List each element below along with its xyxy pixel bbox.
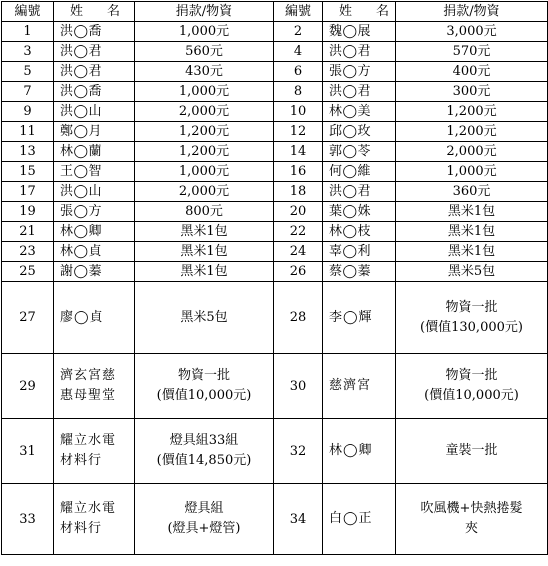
- donor-name-line: 白◯正: [329, 511, 373, 526]
- table-row: [2, 419, 548, 484]
- donor-name: [54, 282, 135, 354]
- donation-item-line: (燈具+燈管): [167, 521, 241, 536]
- donor-name-line: 林◯卿: [329, 443, 373, 458]
- donor-id: 16: [274, 162, 323, 182]
- donor-name-line: 材料行: [60, 453, 103, 468]
- donation-item: 黑米1包: [396, 222, 548, 242]
- donor-name: 洪◯喬: [54, 22, 135, 42]
- donor-id: 1: [2, 22, 54, 42]
- donation-item: 1,000元: [396, 162, 548, 182]
- donor-id: 19: [2, 202, 54, 222]
- donor-name: 魏◯展: [323, 22, 396, 42]
- donor-id: 10: [274, 102, 323, 122]
- donor-id: 28: [274, 282, 323, 354]
- table-row: [2, 62, 548, 82]
- table-row: [2, 142, 548, 162]
- donor-id: 6: [274, 62, 323, 82]
- table-row: [2, 122, 548, 142]
- donation-item-line: 物資一批: [177, 368, 230, 383]
- name-header-first: 姓: [339, 4, 353, 19]
- table-row: [2, 484, 548, 555]
- donor-id: 17: [2, 182, 54, 202]
- donation-item: [135, 282, 274, 354]
- donation-list: [1, 1, 548, 555]
- donation-item: 黑米1包: [135, 242, 274, 262]
- donation-item-line: (價值14,850元): [156, 453, 252, 468]
- donation-item: [396, 282, 548, 354]
- column-header-id-right: 編號: [274, 2, 323, 22]
- table-row: [2, 162, 548, 182]
- donor-id: 3: [2, 42, 54, 62]
- donation-item-line: 夾: [464, 521, 478, 536]
- donor-name: 洪◯喬: [54, 82, 135, 102]
- name-header-last: 名: [107, 4, 121, 19]
- donation-item: 1,200元: [396, 102, 548, 122]
- donor-name-line: 慈濟宮: [329, 378, 372, 393]
- table-row: [2, 242, 548, 262]
- donor-id: 2: [274, 22, 323, 42]
- donation-item: [135, 419, 274, 484]
- donor-name-line: 廖◯貞: [60, 309, 104, 325]
- donation-table: [1, 1, 548, 555]
- donation-item: 2,000元: [135, 102, 274, 122]
- donor-name: 辜◯利: [323, 242, 396, 262]
- donor-id: 14: [274, 142, 323, 162]
- donor-id: 29: [2, 354, 54, 419]
- donor-name: 洪◯君: [54, 62, 135, 82]
- donation-item-line: 物資一批: [445, 368, 498, 383]
- donor-name: 林◯蘭: [54, 142, 135, 162]
- donation-item-line: 黑米5包: [180, 309, 228, 325]
- donor-name-line: 濟玄宮慈: [60, 368, 117, 383]
- donation-item: [396, 354, 548, 419]
- donor-id: 34: [274, 484, 323, 555]
- donor-id: 15: [2, 162, 54, 182]
- table-row: [2, 42, 548, 62]
- table-row: [2, 282, 548, 354]
- donation-item: 360元: [396, 182, 548, 202]
- donation-item-line: (價值130,000元): [420, 319, 523, 335]
- donor-id: 21: [2, 222, 54, 242]
- donation-item: 1,000元: [135, 162, 274, 182]
- donor-name-line: 耀立水電: [60, 433, 117, 448]
- donor-id: 8: [274, 82, 323, 102]
- donation-item: [396, 419, 548, 484]
- column-header-donation-right: 捐款/物資: [396, 2, 548, 22]
- table-row: [2, 182, 548, 202]
- donation-item-line: 物資一批: [445, 299, 498, 315]
- table-row: [2, 222, 548, 242]
- donation-item: 1,200元: [396, 122, 548, 142]
- donation-item: 黑米1包: [396, 242, 548, 262]
- donor-id: 12: [274, 122, 323, 142]
- donation-item: 800元: [135, 202, 274, 222]
- table-row: [2, 82, 548, 102]
- donor-id: 9: [2, 102, 54, 122]
- donor-name: [54, 354, 135, 419]
- donor-id: 11: [2, 122, 54, 142]
- donor-id: 32: [274, 419, 323, 484]
- column-header-name-right: [323, 2, 396, 22]
- column-header-donation-left: 捐款/物資: [135, 2, 274, 22]
- table-row: [2, 102, 548, 122]
- donation-item: 1,200元: [135, 122, 274, 142]
- donation-item: 300元: [396, 82, 548, 102]
- donor-id: 20: [274, 202, 323, 222]
- donation-item: 2,000元: [396, 142, 548, 162]
- name-header-first: 姓: [70, 4, 84, 19]
- donor-id: 30: [274, 354, 323, 419]
- donation-item: [135, 484, 274, 555]
- donor-name: 邱◯玫: [323, 122, 396, 142]
- donor-name: [323, 282, 396, 354]
- donation-item: 1,000元: [135, 22, 274, 42]
- donation-item: 黑米5包: [396, 262, 548, 282]
- donation-item: 1,000元: [135, 82, 274, 102]
- donation-item: 400元: [396, 62, 548, 82]
- donor-name: [54, 484, 135, 555]
- donor-id: 4: [274, 42, 323, 62]
- donor-name-line: 李◯輝: [329, 309, 373, 325]
- donor-id: 31: [2, 419, 54, 484]
- donor-name-line: 耀立水電: [60, 501, 117, 516]
- donation-item-line: 燈具組33組: [169, 433, 239, 448]
- column-header-id-left: 編號: [2, 2, 54, 22]
- donor-id: 33: [2, 484, 54, 555]
- donor-name: 張◯方: [54, 202, 135, 222]
- donor-name: [323, 354, 396, 419]
- donor-name: [54, 419, 135, 484]
- donor-id: 23: [2, 242, 54, 262]
- donor-name: 葉◯姝: [323, 202, 396, 222]
- donor-name-line: 材料行: [60, 521, 103, 536]
- donation-item: 3,000元: [396, 22, 548, 42]
- donor-id: 5: [2, 62, 54, 82]
- donor-name: 林◯枝: [323, 222, 396, 242]
- donor-name: 蔡◯蓁: [323, 262, 396, 282]
- donation-item-line: 童裝一批: [445, 443, 498, 458]
- table-header-row: [2, 2, 548, 22]
- donation-item-line: 燈具組: [184, 501, 224, 516]
- table-row: [2, 354, 548, 419]
- donor-name: 洪◯山: [54, 102, 135, 122]
- donation-item-line: 吹風機+快熱捲髮: [420, 501, 523, 516]
- donor-id: 13: [2, 142, 54, 162]
- donor-name: 林◯貞: [54, 242, 135, 262]
- table-body: [2, 22, 548, 555]
- donation-item: 570元: [396, 42, 548, 62]
- table-row: [2, 202, 548, 222]
- donor-name: 張◯方: [323, 62, 396, 82]
- donor-name: 洪◯君: [323, 42, 396, 62]
- donor-name: 洪◯君: [323, 82, 396, 102]
- donor-name: 何◯維: [323, 162, 396, 182]
- donation-item: 黑米1包: [135, 222, 274, 242]
- donor-name-line: 惠母聖堂: [60, 388, 117, 403]
- donor-id: 25: [2, 262, 54, 282]
- column-header-name-left: [54, 2, 135, 22]
- table-row: [2, 22, 548, 42]
- donor-id: 26: [274, 262, 323, 282]
- table-row: [2, 262, 548, 282]
- donor-name: [323, 419, 396, 484]
- donor-name: 洪◯山: [54, 182, 135, 202]
- donor-name: 鄭◯月: [54, 122, 135, 142]
- donor-id: 24: [274, 242, 323, 262]
- donor-id: 22: [274, 222, 323, 242]
- donor-name: 洪◯君: [54, 42, 135, 62]
- donor-id: 27: [2, 282, 54, 354]
- donation-item: 1,200元: [135, 142, 274, 162]
- donation-item: [396, 484, 548, 555]
- donation-item: 2,000元: [135, 182, 274, 202]
- donation-item: 560元: [135, 42, 274, 62]
- name-header-last: 名: [376, 4, 390, 19]
- donor-id: 18: [274, 182, 323, 202]
- donor-name: 王◯智: [54, 162, 135, 182]
- donor-id: 7: [2, 82, 54, 102]
- donor-name: [323, 484, 396, 555]
- donor-name: 郭◯苓: [323, 142, 396, 162]
- donor-name: 謝◯蓁: [54, 262, 135, 282]
- donation-item: 黑米1包: [135, 262, 274, 282]
- donation-item: [135, 354, 274, 419]
- donation-item-line: (價值10,000元): [424, 388, 519, 403]
- donor-name: 林◯卿: [54, 222, 135, 242]
- donation-item: 黑米1包: [396, 202, 548, 222]
- donation-item: 430元: [135, 62, 274, 82]
- donor-name: 洪◯君: [323, 182, 396, 202]
- donor-name: 林◯美: [323, 102, 396, 122]
- donation-item-line: (價值10,000元): [156, 388, 252, 403]
